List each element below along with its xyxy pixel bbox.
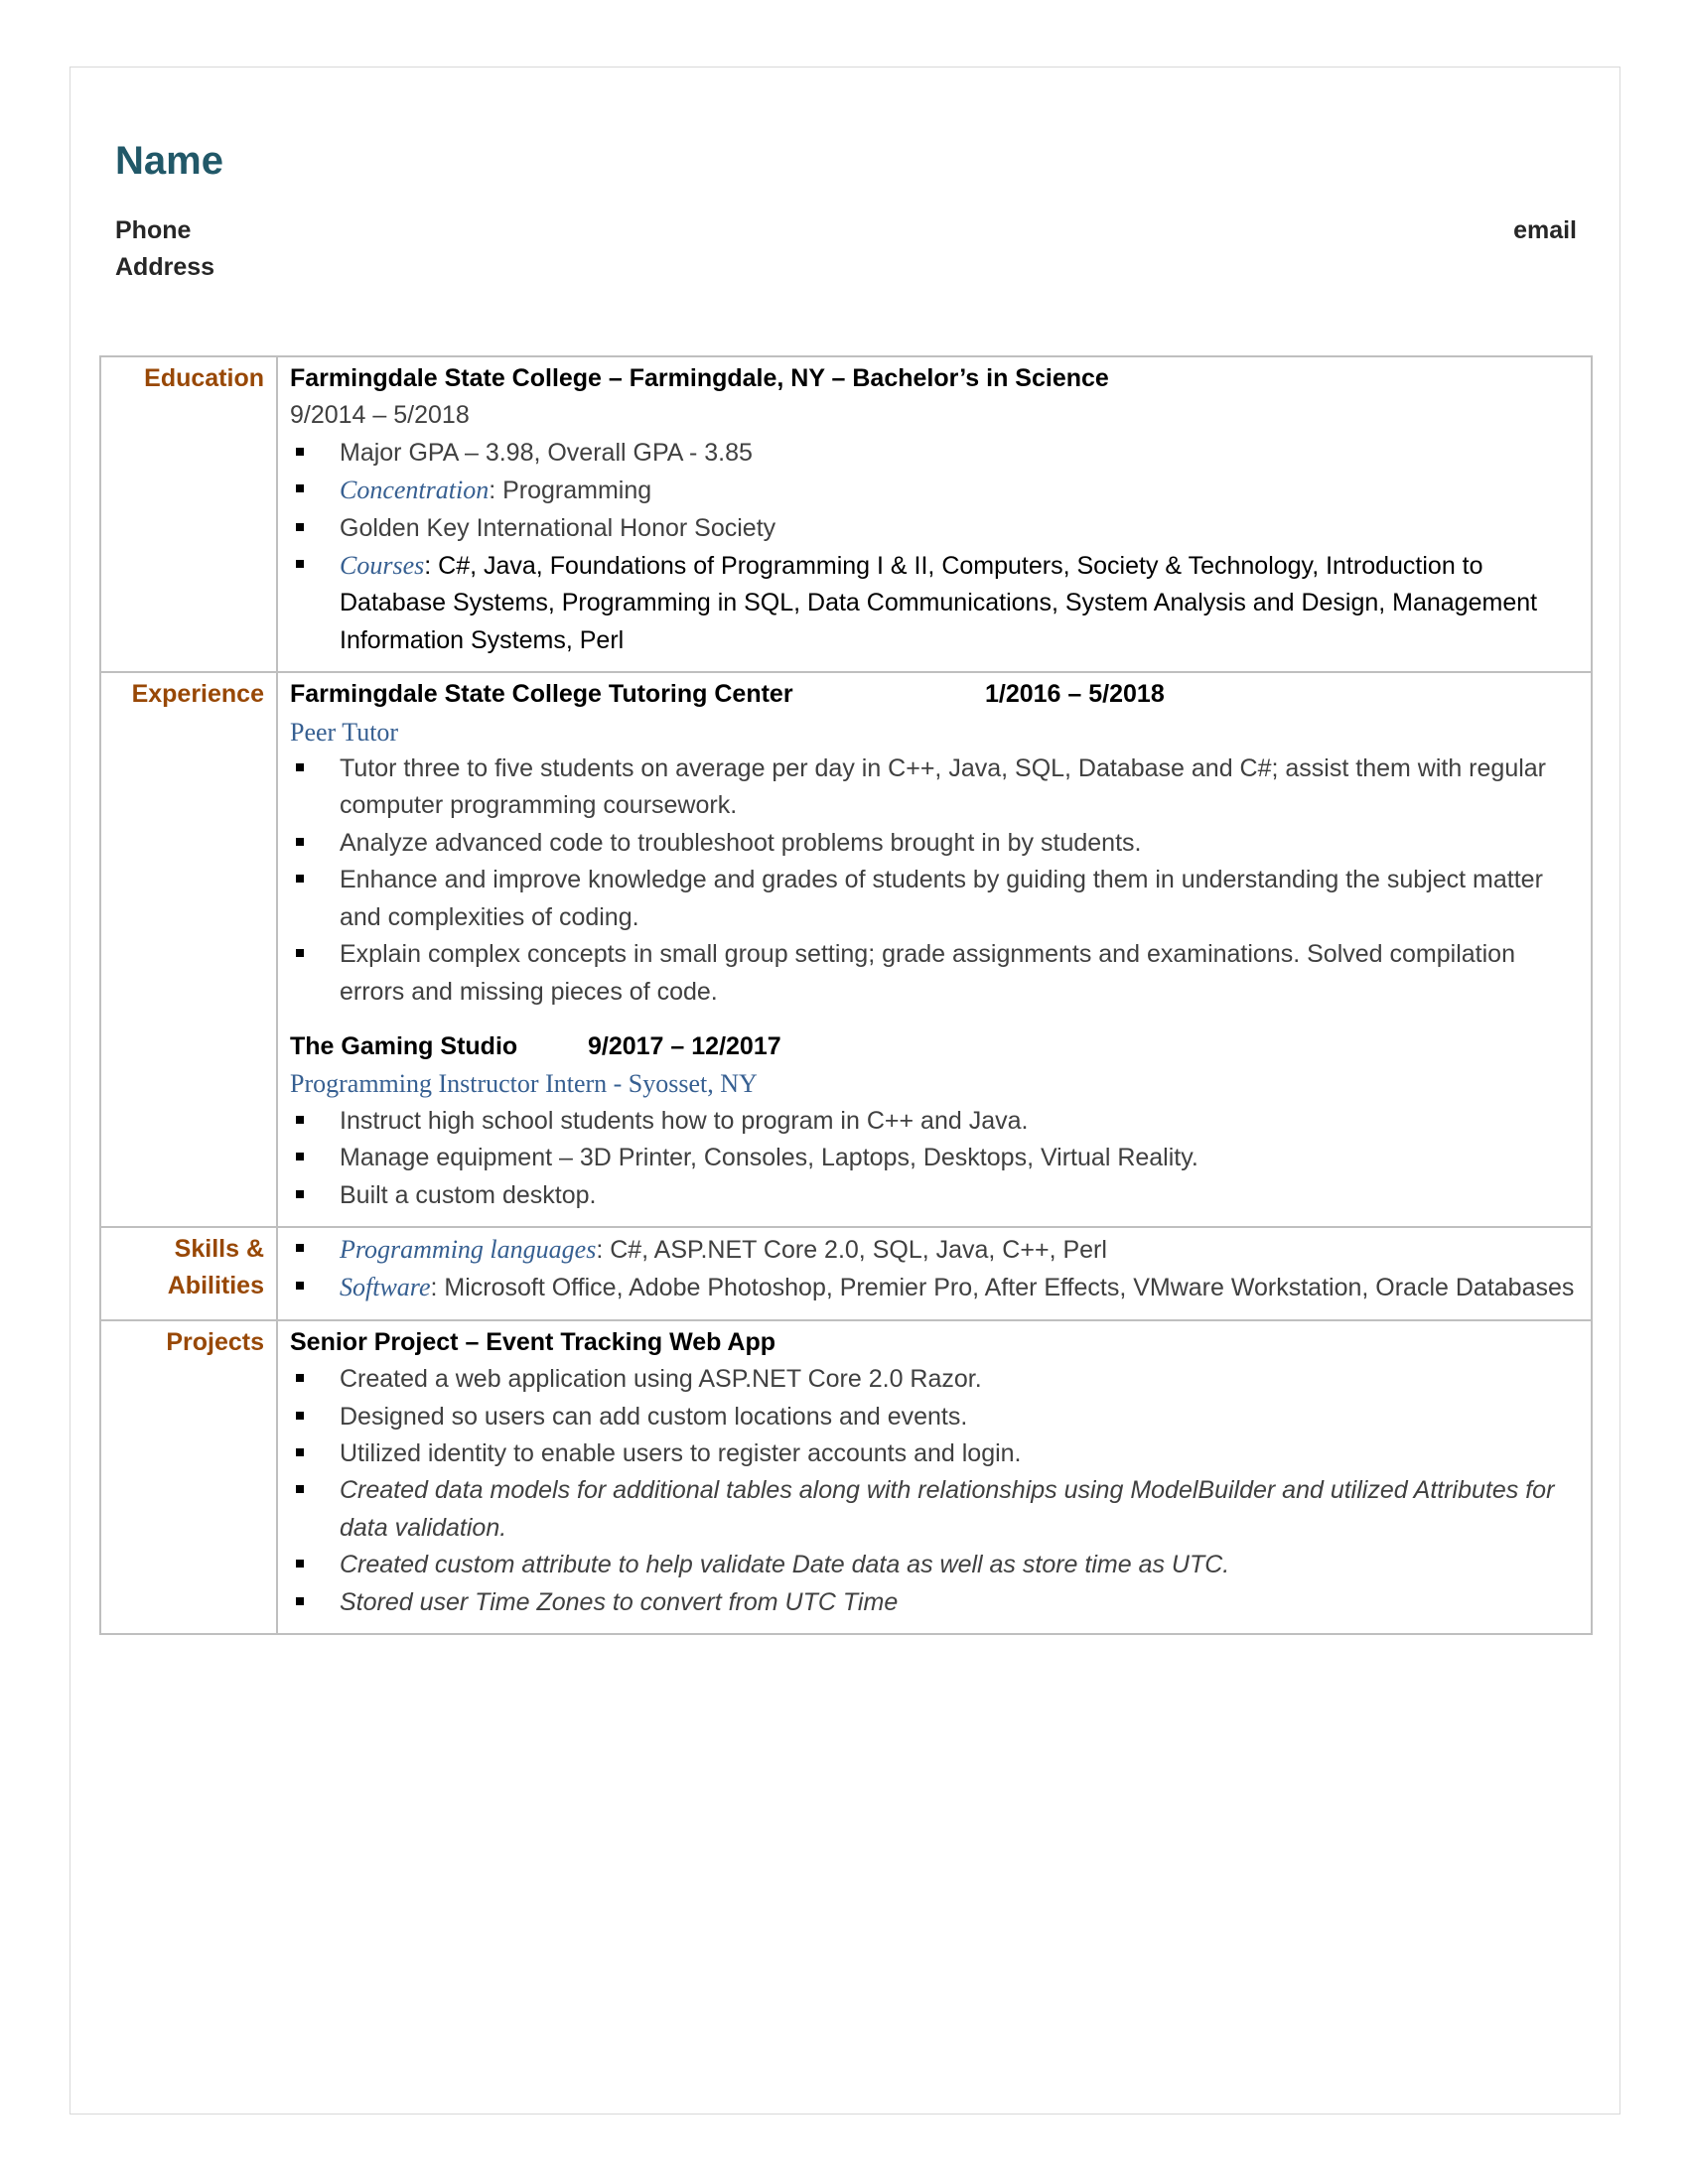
list-item: Stored user Time Zones to convert from UTC Time bbox=[290, 1584, 1581, 1621]
phone: Phone bbox=[115, 216, 192, 244]
item-label: Courses bbox=[340, 551, 425, 581]
email: email bbox=[1513, 216, 1577, 244]
list-item: Utilized identity to enable users to register accounts and login. bbox=[290, 1435, 1581, 1472]
job-header bbox=[290, 676, 1581, 713]
list-item: Golden Key International Honor Society bbox=[290, 510, 1581, 547]
address: Address bbox=[115, 253, 215, 281]
list-item: Created a web application using ASP.NET Core 2.0 Razor. bbox=[290, 1361, 1581, 1398]
item-value: : C#, ASP.NET Core 2.0, SQL, Java, C++, Perl bbox=[596, 1235, 1107, 1264]
section-label bbox=[100, 1227, 277, 1320]
section-label: Projects bbox=[100, 1320, 277, 1634]
job-header bbox=[290, 1028, 1581, 1065]
project-title: Senior Project – Event Tracking Web App bbox=[290, 1327, 776, 1356]
experience-section bbox=[100, 672, 1592, 1227]
item-value: : Microsoft Office, Adobe Photoshop, Premier Pro, After Effects, VMware Workstation, Oracle Databases bbox=[430, 1274, 1575, 1302]
list-item: Instruct high school students how to program in C++ and Java. bbox=[290, 1103, 1581, 1140]
job-dates: 9/2017 – 12/2017 bbox=[588, 1031, 781, 1060]
item-value: : C#, Java, Foundations of Programming I & II, Computers, Society & Technology, Introduction to Database Systems, Programming in SQL, Data Communications, System Analysis and Design, Management Information Systems, Perl bbox=[340, 552, 1538, 654]
list-item: Analyze advanced code to troubleshoot problems brought in by students. bbox=[290, 825, 1581, 862]
list-item bbox=[290, 1231, 1581, 1269]
label-line: Abilities bbox=[167, 1272, 264, 1300]
item-label: Programming languages bbox=[340, 1234, 597, 1264]
list-item: Manage equipment – 3D Printer, Consoles, Laptops, Desktops, Virtual Reality. bbox=[290, 1140, 1581, 1176]
item-label: Software bbox=[340, 1273, 431, 1302]
item-value: : Programming bbox=[489, 477, 652, 505]
list-item: Created data models for additional tables along with relationships using ModelBuilder and utilized Attributes for data validation. bbox=[290, 1472, 1581, 1547]
resume-name: Name bbox=[115, 139, 223, 183]
list-item bbox=[290, 1269, 1581, 1306]
education-dates: 9/2014 – 5/2018 bbox=[290, 401, 470, 430]
list-item: Built a custom desktop. bbox=[290, 1177, 1581, 1214]
job-dates: 1/2016 – 5/2018 bbox=[985, 680, 1165, 709]
job-org: Farmingdale State College Tutoring Center bbox=[290, 680, 793, 709]
projects-section bbox=[100, 1320, 1592, 1634]
resume-table bbox=[99, 355, 1593, 1635]
list-item bbox=[290, 472, 1581, 509]
list-item: Enhance and improve knowledge and grades of students by guiding them in understanding the subject matter and complexities of coding. bbox=[290, 862, 1581, 936]
education-section bbox=[100, 356, 1592, 672]
skills-section bbox=[100, 1227, 1592, 1320]
item-label: Concentration bbox=[340, 476, 490, 505]
list-item: Designed so users can add custom locations and events. bbox=[290, 1399, 1581, 1435]
list-item bbox=[290, 547, 1581, 659]
list-item: Explain complex concepts in small group setting; grade assignments and examinations. Solved compilation errors and missing pieces of code. bbox=[290, 936, 1581, 1011]
section-label: Experience bbox=[100, 672, 277, 1227]
job-org: The Gaming Studio bbox=[290, 1031, 518, 1060]
list-item: Tutor three to five students on average per day in C++, Java, SQL, Database and C#; assist them with regular computer programming coursework. bbox=[290, 751, 1581, 825]
list-item: Created custom attribute to help validate Date data as well as store time as UTC. bbox=[290, 1547, 1581, 1583]
education-title: Farmingdale State College – Farmingdale, NY – Bachelor’s in Science bbox=[290, 364, 1109, 392]
list-item: Major GPA – 3.98, Overall GPA - 3.85 bbox=[290, 435, 1581, 472]
job-role: Programming Instructor Intern - Syosset, NY bbox=[290, 1069, 758, 1099]
section-label: Education bbox=[100, 356, 277, 672]
label-line: Skills & bbox=[174, 1234, 264, 1263]
job-role: Peer Tutor bbox=[290, 717, 399, 747]
